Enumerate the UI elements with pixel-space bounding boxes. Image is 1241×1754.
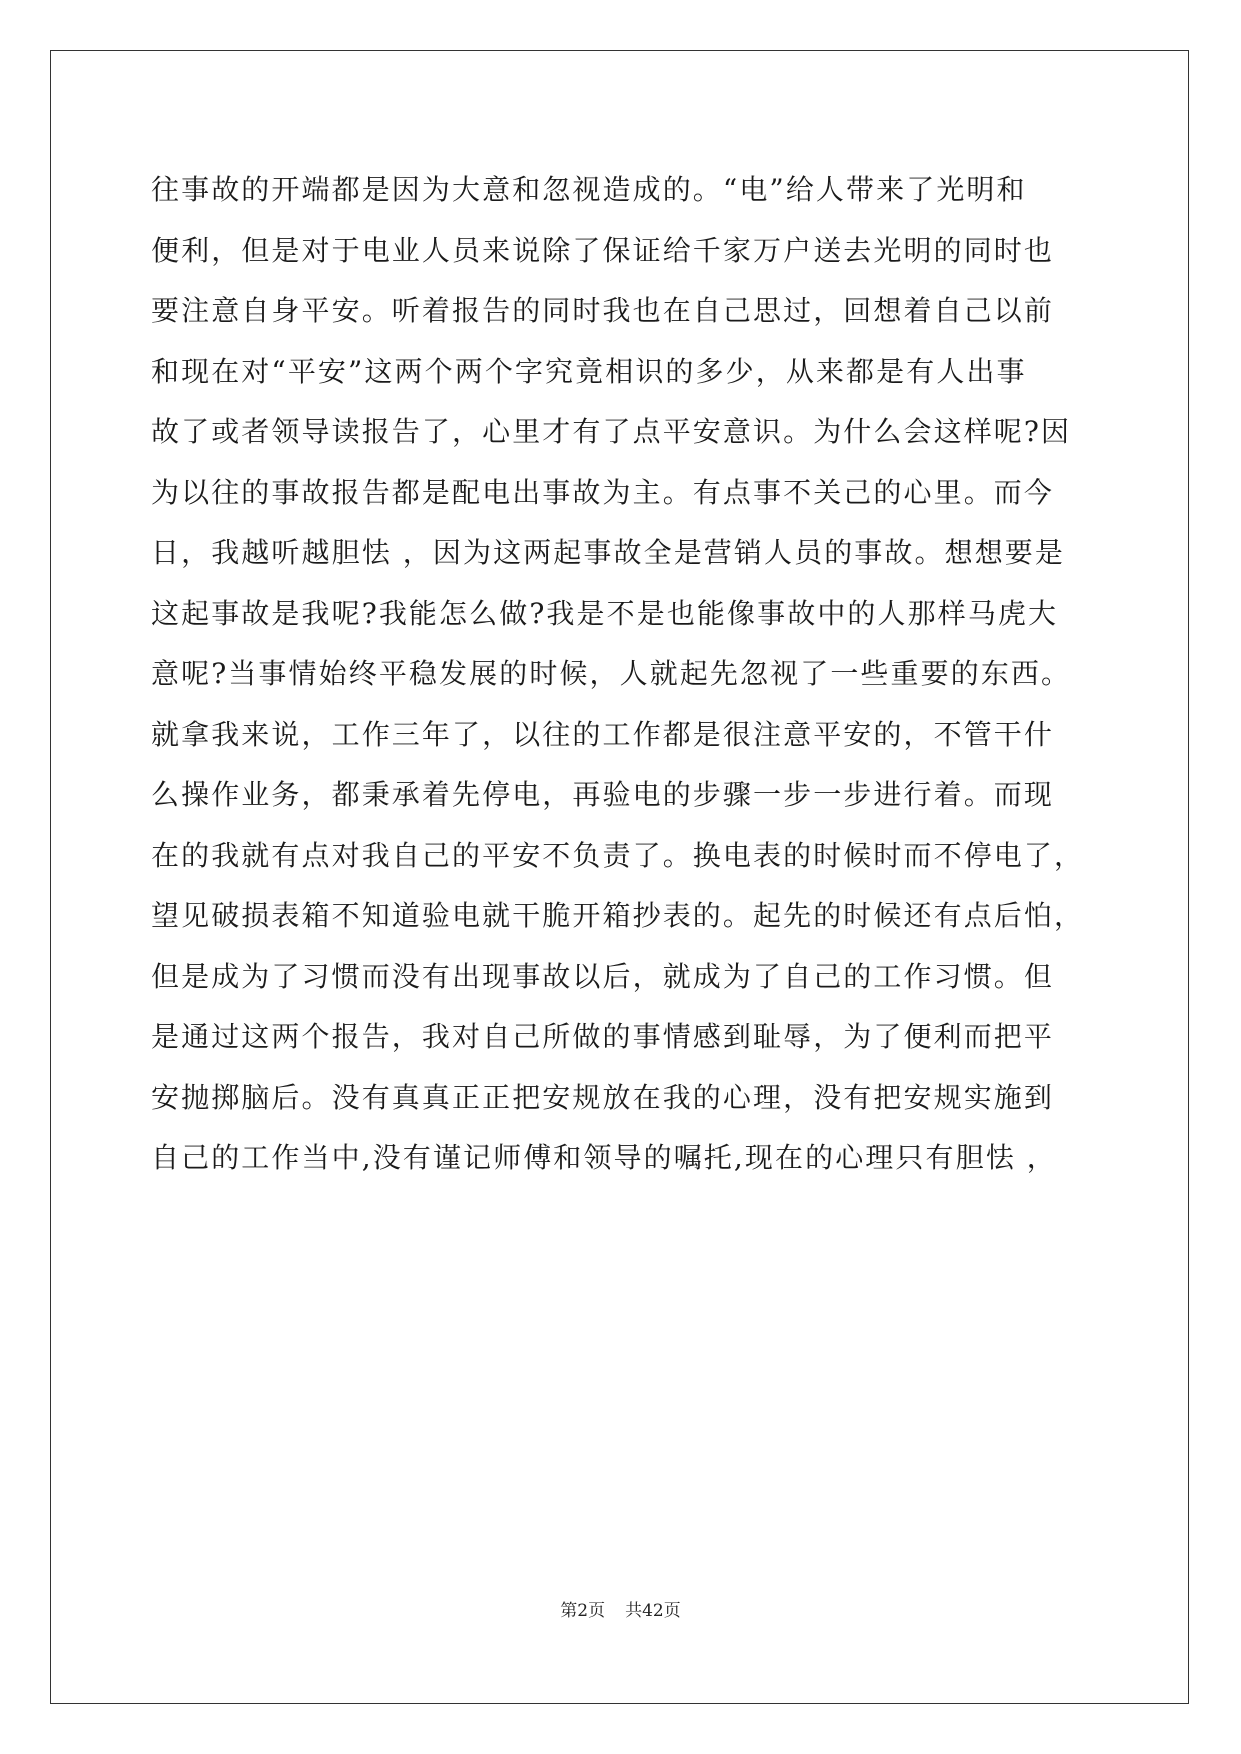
text-line: 往事故的开端都是因为大意和忽视造成的。“电”给人带来了光明和: [151, 173, 1027, 206]
text-line: 么操作业务，都秉承着先停电，再验电的步骤一步一步进行着。而现: [151, 778, 1055, 811]
text-line: 为以往的事故报告都是配电出事故为主。有点事不关己的心里。而今: [151, 475, 1055, 509]
text-line: 是通过这两个报告，我对自己所做的事情感到耻辱，为了便利而把平: [151, 1020, 1055, 1053]
text-line: 和现在对“平安”这两个两个字究竟相识的多少，从来都是有人出事: [151, 354, 1027, 388]
page-footer: [0, 1596, 1241, 1621]
page-number: 第2页: [560, 1601, 606, 1621]
text-line: 意呢?当事情始终平稳发展的时候，人就起先忽视了一些重要的东西。: [151, 657, 1072, 690]
page-total: 共42页: [625, 1601, 681, 1621]
text-line: 这起事故是我呢?我能怎么做?我是不是也能像事故中的人那样马虎大: [151, 596, 1059, 630]
text-line: 望见破损表箱不知道验电就干脆开箱抄表的。起先的时候还有点后怕，: [151, 899, 1085, 932]
text-line: 安抛掷脑后。没有真真正正把安规放在我的心理，没有把安规实施到: [151, 1080, 1055, 1114]
text-line: 日，我越听越胆怯 ，因为这两起事故全是营销人员的事故。想想要是: [151, 536, 1066, 569]
text-line: 故了或者领导读报告了，心里才有了点平安意识。为什么会这样呢?因: [151, 415, 1072, 448]
text-line: 自己的工作当中,没有谨记师傅和领导的嘱托,现在的心理只有胆怯 ，: [151, 1141, 1057, 1174]
text-line: 就拿我来说，工作三年了，以往的工作都是很注意平安的，不管干什: [151, 717, 1055, 751]
text-line: 但是成为了习惯而没有出现事故以后，就成为了自己的工作习惯。但: [151, 959, 1055, 993]
text-line: 在的我就有点对我自己的平安不负责了。换电表的时候时而不停电了，: [151, 838, 1085, 872]
text-line: 要注意自身平安。听着报告的同时我也在自己思过，回想着自己以前: [151, 294, 1055, 327]
body-text: [151, 160, 1101, 1189]
text-line: 便利，但是对于电业人员来说除了保证给千家万户送去光明的同时也: [151, 233, 1055, 267]
